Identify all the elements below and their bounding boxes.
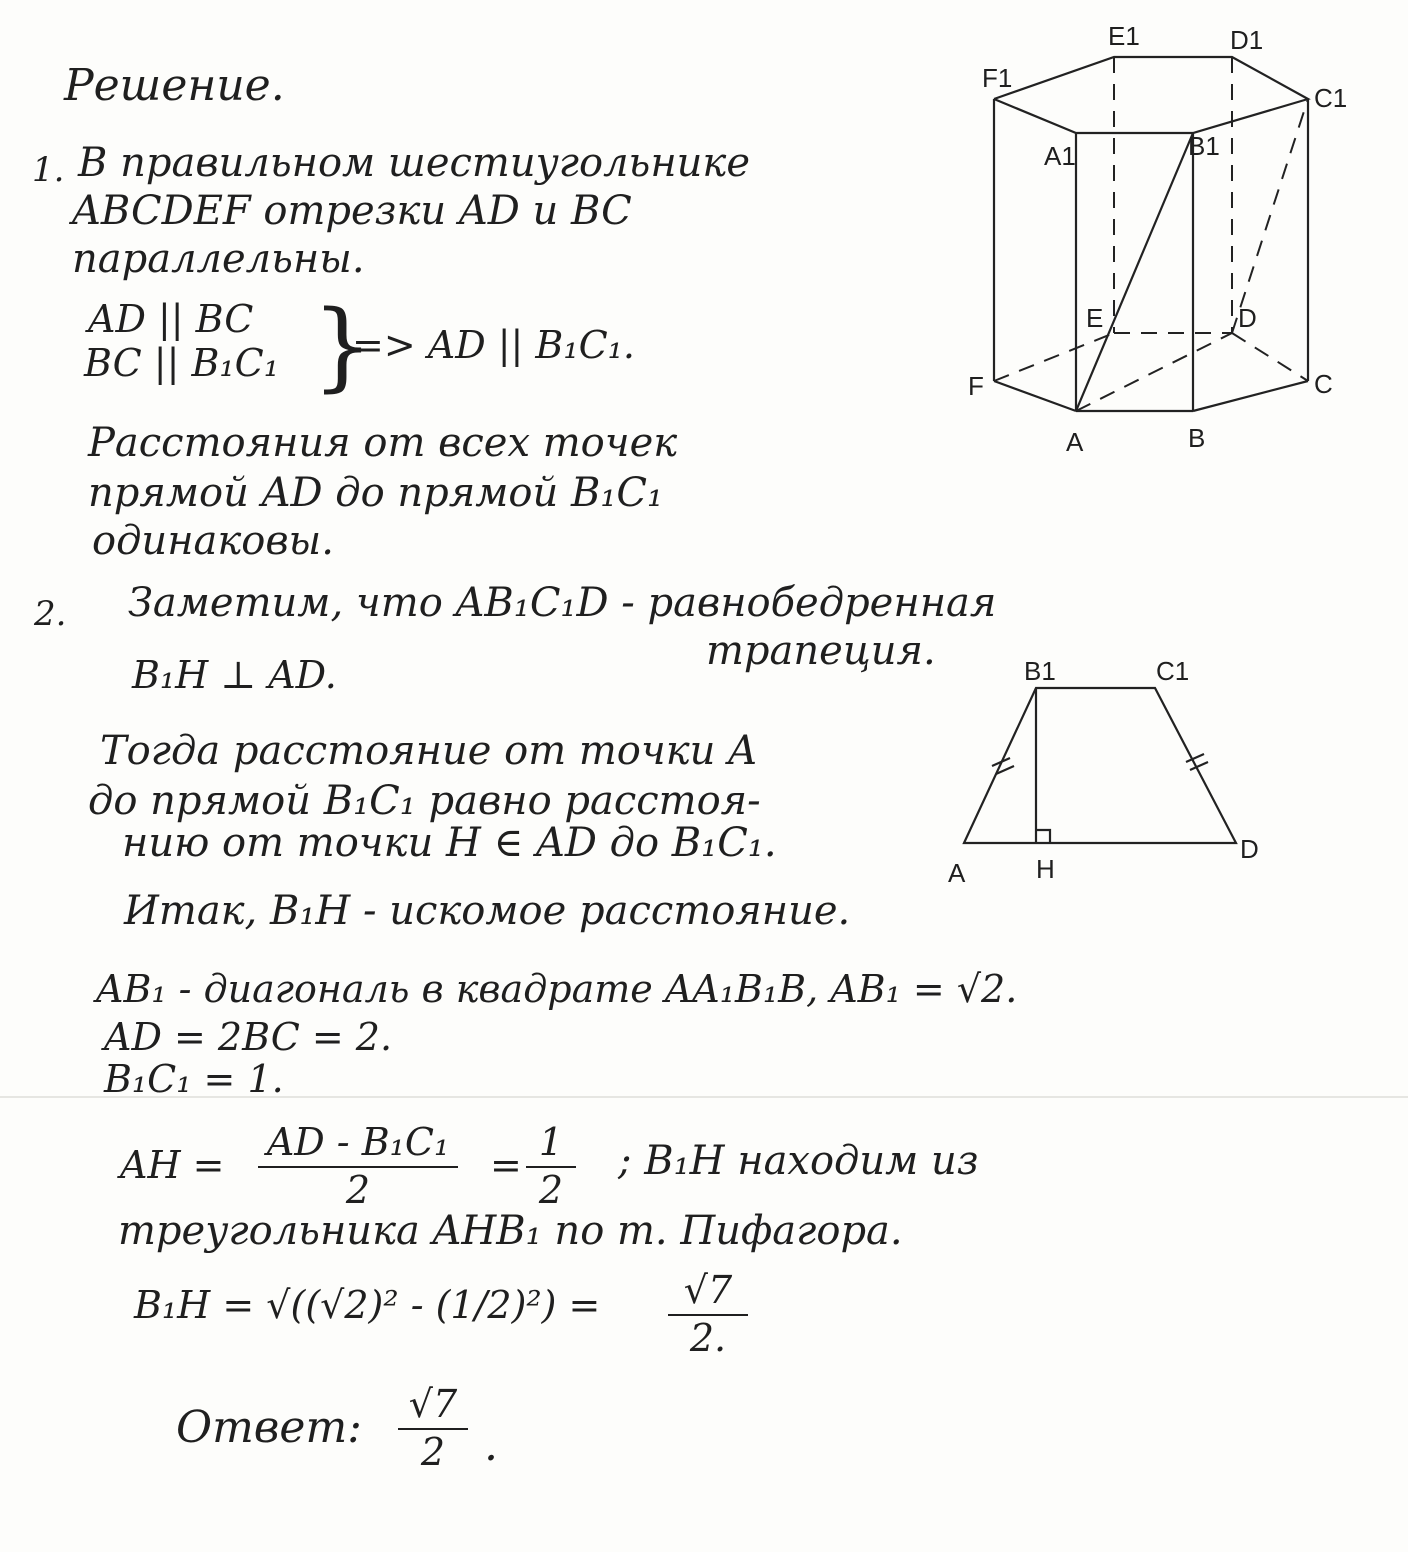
trap-label-c1: C1 [1156, 656, 1190, 686]
b1c1-line: B₁C₁ = 1. [104, 1057, 284, 1101]
label-d: D [1238, 303, 1257, 333]
ab1-line: AB₁ - диагональ в квадрате AA₁B₁B, AB₁ = √2. [96, 967, 1018, 1011]
system-line-1: AD || BC [88, 297, 254, 341]
label-e: E [1086, 303, 1104, 333]
edge-fa [994, 381, 1076, 411]
answer-numerator: √7 [408, 1382, 458, 1426]
system-line-2: BC || B₁C₁ [84, 341, 279, 385]
heading: Решение. [64, 60, 285, 111]
trap-label-a: A [948, 858, 966, 888]
half-fraction [526, 1122, 576, 1212]
step1-line-1: В правильном шестиугольнике [78, 140, 750, 186]
hidden-edge-fe [994, 333, 1114, 381]
label-b1: B1 [1188, 131, 1220, 161]
b1h-formula: B₁H = √((√2)² - (1/2)²) = [134, 1283, 601, 1327]
top-hexagon [994, 57, 1308, 133]
distance-line-2: прямой AD до прямой B₁C₁ [88, 470, 664, 516]
label-a: A [1066, 427, 1084, 457]
label-a1: A1 [1044, 141, 1076, 171]
hidden-diagonal-dc1 [1232, 99, 1308, 333]
ah-numerator: AD - B₁C₁ [266, 1120, 450, 1164]
b1h-result [668, 1270, 748, 1360]
step2-line-1: Заметим, что AB₁C₁D - равнобедренная [128, 580, 997, 626]
trap-label-d: D [1240, 834, 1259, 864]
then-line-3: нию от точки H ∈ AD до B₁C₁. [122, 820, 777, 866]
ah-tail: ; B₁H находим из [618, 1138, 979, 1184]
half-denominator: 2 [538, 1167, 564, 1212]
system-brace: } [312, 290, 374, 402]
label-f: F [968, 371, 984, 401]
ah-equals: = [490, 1143, 522, 1187]
hidden-edge-dc [1232, 333, 1308, 381]
ah-denominator: 2 [345, 1167, 371, 1212]
distance-line-3: одинаковы. [92, 518, 334, 564]
conclusion-line: Итак, B₁H - искомое расстояние. [124, 888, 851, 934]
trap-label-h: H [1036, 854, 1055, 884]
label-b: B [1188, 423, 1206, 453]
b1h-denominator: 2. [689, 1315, 727, 1360]
answer-denominator: 2 [420, 1429, 446, 1474]
ah-left: AH = [120, 1143, 225, 1187]
answer-label: Ответ: [176, 1402, 362, 1453]
then-line-1: Тогда расстояние от точки A [100, 728, 758, 774]
label-c1: C1 [1314, 83, 1348, 113]
trap-label-b1: B1 [1024, 656, 1056, 686]
then-line-2: до прямой B₁C₁ равно расстоя- [88, 778, 761, 824]
trapezoid-ab1c1d [964, 688, 1236, 843]
perpendicular-statement: B₁H ⊥ AD. [132, 653, 337, 697]
answer-fraction [398, 1384, 468, 1474]
b1h-numerator: √7 [683, 1268, 733, 1312]
answer-period: . [484, 1420, 498, 1471]
label-e1: E1 [1108, 21, 1140, 51]
ad-line: AD = 2BC = 2. [104, 1015, 393, 1059]
triangle-line: треугольника AHB₁ по т. Пифагора. [118, 1208, 903, 1254]
tick-right-2 [1190, 762, 1208, 770]
trapezoid-diagram [940, 650, 1280, 900]
edge-bc [1193, 381, 1308, 411]
step2-number: 2. [34, 594, 67, 634]
step1-line-2: ABCDEF отрезки AD и BC [72, 188, 632, 234]
right-angle-mark [1036, 830, 1050, 843]
diagonal-ab1 [1076, 133, 1193, 411]
tick-right-1 [1186, 754, 1204, 762]
hexagonal-prism-diagram [950, 15, 1370, 465]
distance-line-1: Расстояния от всех точек [88, 420, 678, 466]
step2-line-1b: трапеция. [706, 628, 936, 674]
half-numerator: 1 [538, 1120, 564, 1164]
ah-fraction [258, 1122, 458, 1212]
label-d1: D1 [1230, 25, 1264, 55]
label-c: C [1314, 369, 1333, 399]
step1-number: 1. [32, 150, 65, 190]
implication: => AD || B₁C₁. [352, 323, 635, 367]
hidden-diagonal-ad [1076, 333, 1232, 411]
step1-line-3: параллельны. [72, 236, 365, 282]
label-f1: F1 [982, 63, 1013, 93]
